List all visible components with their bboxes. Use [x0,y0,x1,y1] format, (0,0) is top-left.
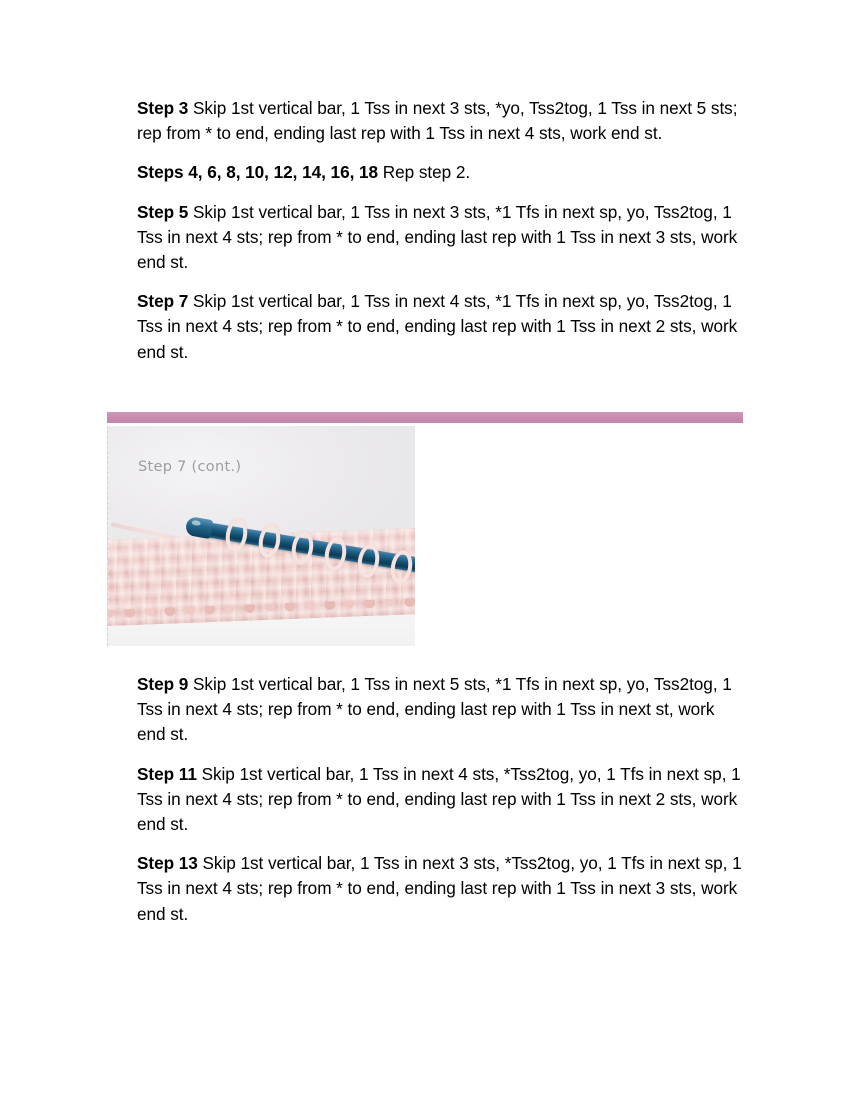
step-label: Step 3 [137,98,189,118]
paragraph-step-11 [137,762,742,838]
step-body: Skip 1st vertical bar, 1 Tss in next 3 sts, *Tss2tog, yo, 1 Tfs in next sp, 1 Tss in next 4 sts; rep from * to end, ending last rep with 1 Tss in next 3 sts, work end st. [137,853,742,924]
instructions-block-bottom [137,672,742,941]
step-label: Step 11 [137,763,197,784]
step-label: Steps 4, 6, 8, 10, 12, 14, 16, 18 [137,162,379,183]
step-body: Skip 1st vertical bar, 1 Tss in next 4 sts, *1 Tfs in next sp, yo, Tss2tog, 1 Tss in next 4 sts; rep from * to end, ending last rep with 1 Tss in next 2 sts, work end st. [137,291,738,362]
step-body: Skip 1st vertical bar, 1 Tss in next 3 sts, *yo, Tss2tog, 1 Tss in next 5 sts; rep from * to end, ending last rep with 1 Tss in next 4 sts, work end st. [137,98,738,144]
paragraph-step-3 [137,96,742,146]
step-label: Step 5 [137,201,189,222]
step-body: Rep step 2. [378,162,471,183]
step-body: Skip 1st vertical bar, 1 Tss in next 4 sts, *Tss2tog, yo, 1 Tfs in next sp, 1 Tss in next 4 sts; rep from * to end, ending last rep with 1 Tss in next 2 sts, work end st. [137,763,741,835]
step-label: Step 13 [137,853,198,874]
figure-caption: Step 7 (cont.) [138,459,242,475]
step-label: Step 9 [137,674,189,694]
figure-photo [107,426,415,646]
figure-step-7-cont [107,412,743,646]
step-body: Skip 1st vertical bar, 1 Tss in next 5 sts, *1 Tfs in next sp, yo, Tss2tog, 1 Tss in next 4 sts; rep from * to end, ending last rep with 1 Tss in next st, work end st. [137,674,732,745]
paragraph-step-9 [137,672,742,748]
paragraph-even-steps [137,160,742,185]
step-body: Skip 1st vertical bar, 1 Tss in next 3 sts, *1 Tfs in next sp, yo, Tss2tog, 1 Tss in next 4 sts; rep from * to end, ending last rep with 1 Tss in next 3 sts, work end st. [137,201,738,273]
paragraph-step-13 [137,851,742,927]
paragraph-step-7 [137,289,742,365]
step-label: Step 7 [137,291,189,312]
instructions-block-top [137,96,742,379]
figure-accent-bar [107,412,743,423]
paragraph-step-5 [137,200,742,276]
